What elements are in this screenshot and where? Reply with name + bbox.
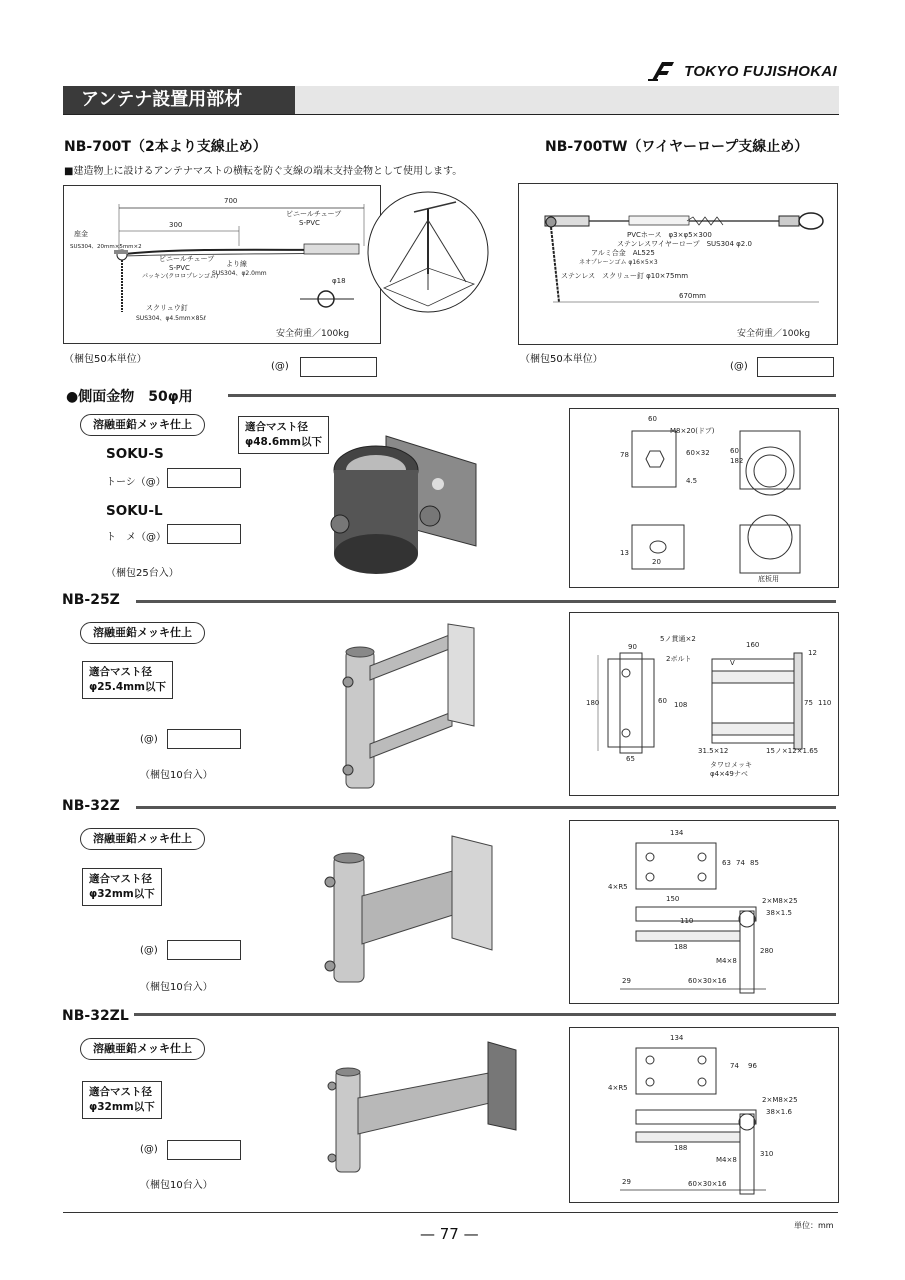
- soku-mast-value: φ48.6mm以下: [245, 436, 323, 448]
- nb32z-mast-label: 適合マスト径: [89, 873, 152, 885]
- label-pvc-hose: PVCホース φ3×φ5×300: [627, 231, 712, 239]
- nb32z-model: NB-32Z: [62, 798, 120, 814]
- svg-text:20: 20: [652, 558, 661, 566]
- nb32z-product-photo: [322, 830, 498, 985]
- svg-text:280: 280: [760, 947, 774, 955]
- label-tw-screw: ステンレス スクリュー釘 φ10×75mm: [561, 272, 689, 280]
- nb25z-model: NB-25Z: [62, 592, 120, 608]
- svg-text:底板用: 底板用: [758, 575, 779, 583]
- nb32zl-drawing: [569, 1027, 839, 1203]
- svg-text:M8×20(ドブ): M8×20(ドブ): [670, 427, 715, 435]
- svg-text:150: 150: [666, 895, 680, 903]
- soku-mast-box: [238, 416, 329, 454]
- company-logo: [648, 60, 837, 82]
- nb25z-finish-badge: 溶融亜鉛メッキ仕上: [80, 622, 205, 644]
- svg-text:M4×8: M4×8: [716, 957, 737, 965]
- nb700tw-load: 安全荷重／100kg: [737, 329, 811, 339]
- svg-text:96: 96: [748, 1062, 757, 1070]
- label-yorisen: より線: [226, 260, 247, 268]
- svg-text:85: 85: [750, 859, 759, 867]
- svg-text:2×M8×25: 2×M8×25: [762, 897, 798, 905]
- svg-text:310: 310: [760, 1150, 774, 1158]
- svg-text:63: 63: [722, 859, 731, 867]
- nb32z-finish-badge: 溶融亜鉛メッキ仕上: [80, 828, 205, 850]
- soku-l-price-label: ト メ（@）: [106, 532, 166, 543]
- svg-text:15ノ×12×1.65: 15ノ×12×1.65: [766, 747, 819, 755]
- soku-product-photo: [326, 426, 480, 576]
- nb700t-load: 安全荷重／100kg: [276, 329, 350, 339]
- nb25z-mast-value: φ25.4mm以下: [89, 681, 167, 693]
- label-zagane: 座金: [74, 230, 88, 238]
- nb700tw-price-field[interactable]: [757, 357, 834, 377]
- soku-divider: [228, 394, 836, 397]
- soku-drawing: [569, 408, 839, 588]
- svg-text:74: 74: [736, 859, 745, 867]
- nb25z-divider: [136, 600, 836, 603]
- svg-text:108: 108: [674, 701, 688, 709]
- svg-text:188: 188: [674, 1144, 688, 1152]
- nb700t-description: ■建造物上に設けるアンテナマストの横転を防ぐ支線の端末支持金物として使用します。: [64, 166, 463, 177]
- unit-note: 単位：mm: [794, 1221, 834, 1230]
- page-title: アンテナ設置用部材: [63, 86, 295, 114]
- soku-s-price-label: トーシ（@）: [106, 477, 166, 488]
- nb700tw-title: NB-700TW（ワイヤーロープ支線止め）: [545, 139, 809, 155]
- svg-text:2×M8×25: 2×M8×25: [762, 1096, 798, 1104]
- svg-text:160: 160: [746, 641, 760, 649]
- nb32z-bracket-image: [322, 830, 498, 985]
- nb25z-drawing: [569, 612, 839, 796]
- dim-300: 300: [169, 221, 183, 229]
- svg-text:60: 60: [730, 447, 739, 455]
- svg-text:2ボルト: 2ボルト: [666, 655, 692, 663]
- nb25z-price-label: (@): [140, 734, 158, 745]
- svg-text:4.5: 4.5: [686, 477, 698, 485]
- nb32z-pack: （梱包10台入）: [140, 982, 213, 993]
- page-number: — 77 —: [420, 1225, 479, 1243]
- nb32zl-diagram: [570, 1028, 838, 1202]
- svg-text:60×32: 60×32: [686, 449, 710, 457]
- nb700t-title: NB-700T（2本より支線止め）: [64, 139, 267, 155]
- nb32zl-mast-value: φ32mm以下: [89, 1101, 155, 1113]
- soku-finish-badge: 溶融亜鉛メッキ仕上: [80, 414, 205, 436]
- label-alu: アルミ合金 AL525: [591, 249, 655, 257]
- svg-text:38×1.5: 38×1.5: [766, 909, 792, 917]
- nb32zl-mast-box: [82, 1081, 162, 1119]
- svg-text:29: 29: [622, 1178, 631, 1186]
- svg-text:V: V: [730, 659, 735, 667]
- nb700tw-pack: （梱包50本単位）: [520, 354, 603, 365]
- svg-text:12: 12: [808, 649, 817, 657]
- label-zagane-spec: SUS304、20mm×5mm×2: [70, 244, 142, 250]
- nb32z-diagram: [570, 821, 838, 1003]
- label-wire: ステンレスワイヤーロープ SUS304 φ2.0: [617, 240, 752, 248]
- svg-text:4×R5: 4×R5: [608, 1084, 628, 1092]
- svg-text:134: 134: [670, 829, 684, 837]
- label-neoprene: ネオプレーンゴム φ16×5×3: [579, 259, 658, 266]
- page-title-bar: [63, 86, 839, 115]
- dim-670: 670mm: [679, 292, 706, 300]
- nb25z-bracket-image: [340, 614, 480, 790]
- svg-text:78: 78: [620, 451, 629, 459]
- label-screw: スクリュウ釘: [146, 304, 188, 312]
- svg-text:110: 110: [818, 699, 832, 707]
- antenna-usage-illustration: [366, 190, 491, 315]
- nb32zl-price-field[interactable]: [167, 1140, 241, 1160]
- svg-text:182: 182: [730, 457, 744, 465]
- nb32z-price-label: (@): [140, 945, 158, 956]
- svg-text:31.5×12: 31.5×12: [698, 747, 729, 755]
- nb700t-price-label: (@): [271, 361, 289, 372]
- nb32zl-mast-label: 適合マスト径: [89, 1086, 152, 1098]
- nb32zl-price-label: (@): [140, 1144, 158, 1155]
- soku-pack: （梱包25台入）: [106, 568, 179, 579]
- nb700tw-diagram: [519, 184, 837, 344]
- nb700t-price-field[interactable]: [300, 357, 377, 377]
- nb32zl-pack: （梱包10台入）: [140, 1180, 213, 1191]
- svg-text:110: 110: [680, 917, 694, 925]
- nb32z-price-field[interactable]: [167, 940, 241, 960]
- nb32z-mast-value: φ32mm以下: [89, 888, 155, 900]
- label-phi18: φ18: [332, 277, 346, 285]
- nb32z-drawing: [569, 820, 839, 1004]
- svg-text:29: 29: [622, 977, 631, 985]
- nb32z-mast-box: [82, 868, 162, 906]
- nb32z-divider: [136, 806, 836, 809]
- soku-section-title: ●側面金物 50φ用: [66, 389, 193, 405]
- fujishokai-logo-icon: [648, 60, 678, 82]
- soku-bracket-image: [326, 426, 480, 576]
- footer-divider: [63, 1212, 838, 1213]
- svg-text:188: 188: [674, 943, 688, 951]
- nb25z-price-field[interactable]: [167, 729, 241, 749]
- svg-text:134: 134: [670, 1034, 684, 1042]
- soku-s-model: SOKU-S: [106, 446, 164, 462]
- svg-text:4×R5: 4×R5: [608, 883, 628, 891]
- nb25z-mast-box: [82, 661, 173, 699]
- nb700t-drawing: [63, 185, 381, 344]
- svg-text:φ4×49ナベ: φ4×49ナベ: [710, 770, 748, 778]
- svg-text:75: 75: [804, 699, 813, 707]
- nb32zl-product-photo: [322, 1040, 518, 1175]
- nb32zl-bracket-image: [322, 1040, 518, 1175]
- soku-diagram: [570, 409, 838, 587]
- svg-text:タワロメッキ: タワロメッキ: [710, 761, 752, 769]
- nb25z-pack: （梱包10台入）: [140, 770, 213, 781]
- nb700tw-drawing: [518, 183, 838, 345]
- nb32zl-finish-badge: 溶融亜鉛メッキ仕上: [80, 1038, 205, 1060]
- logo-text: TOKYO FUJISHOKAI: [684, 62, 837, 80]
- dim-700: 700: [224, 197, 238, 205]
- nb32zl-model: NB-32ZL: [62, 1008, 129, 1024]
- soku-s-price-field[interactable]: [167, 468, 241, 488]
- svg-text:90: 90: [628, 643, 637, 651]
- nb32zl-divider: [134, 1013, 836, 1016]
- label-vinyl-tube-2: ビニールチューブ: [286, 210, 342, 218]
- svg-text:65: 65: [626, 755, 635, 763]
- nb25z-product-photo: [340, 614, 480, 790]
- label-spvc-1: S-PVC: [169, 264, 190, 272]
- svg-text:60: 60: [648, 415, 657, 423]
- label-screw-spec: SUS304、φ4.5mm×85ℓ: [136, 315, 206, 322]
- svg-text:5ノ貫通×2: 5ノ貫通×2: [660, 635, 696, 643]
- svg-text:74: 74: [730, 1062, 739, 1070]
- label-vinyl-tube-1: ビニールチューブ: [159, 255, 215, 263]
- svg-text:13: 13: [620, 549, 629, 557]
- nb700t-pack: （梱包50本単位）: [64, 354, 147, 365]
- svg-text:60: 60: [658, 697, 667, 705]
- label-spvc-2: S-PVC: [299, 219, 320, 227]
- label-packing: パッキン(クロロプレンゴム): [142, 273, 219, 280]
- svg-text:60×30×16: 60×30×16: [688, 1180, 727, 1188]
- svg-text:60×30×16: 60×30×16: [688, 977, 727, 985]
- svg-text:M4×8: M4×8: [716, 1156, 737, 1164]
- nb25z-mast-label: 適合マスト径: [89, 666, 152, 678]
- svg-text:38×1.6: 38×1.6: [766, 1108, 792, 1116]
- svg-text:180: 180: [586, 699, 600, 707]
- soku-l-price-field[interactable]: [167, 524, 241, 544]
- soku-l-model: SOKU-L: [106, 503, 163, 519]
- nb25z-diagram: [570, 613, 838, 795]
- nb700t-usage-circle: [366, 190, 491, 315]
- nb700t-diagram: [64, 186, 380, 343]
- nb700tw-price-label: (@): [730, 361, 748, 372]
- soku-mast-label: 適合マスト径: [245, 421, 308, 433]
- label-yorisen-spec: SUS304、φ2.0mm: [212, 270, 267, 277]
